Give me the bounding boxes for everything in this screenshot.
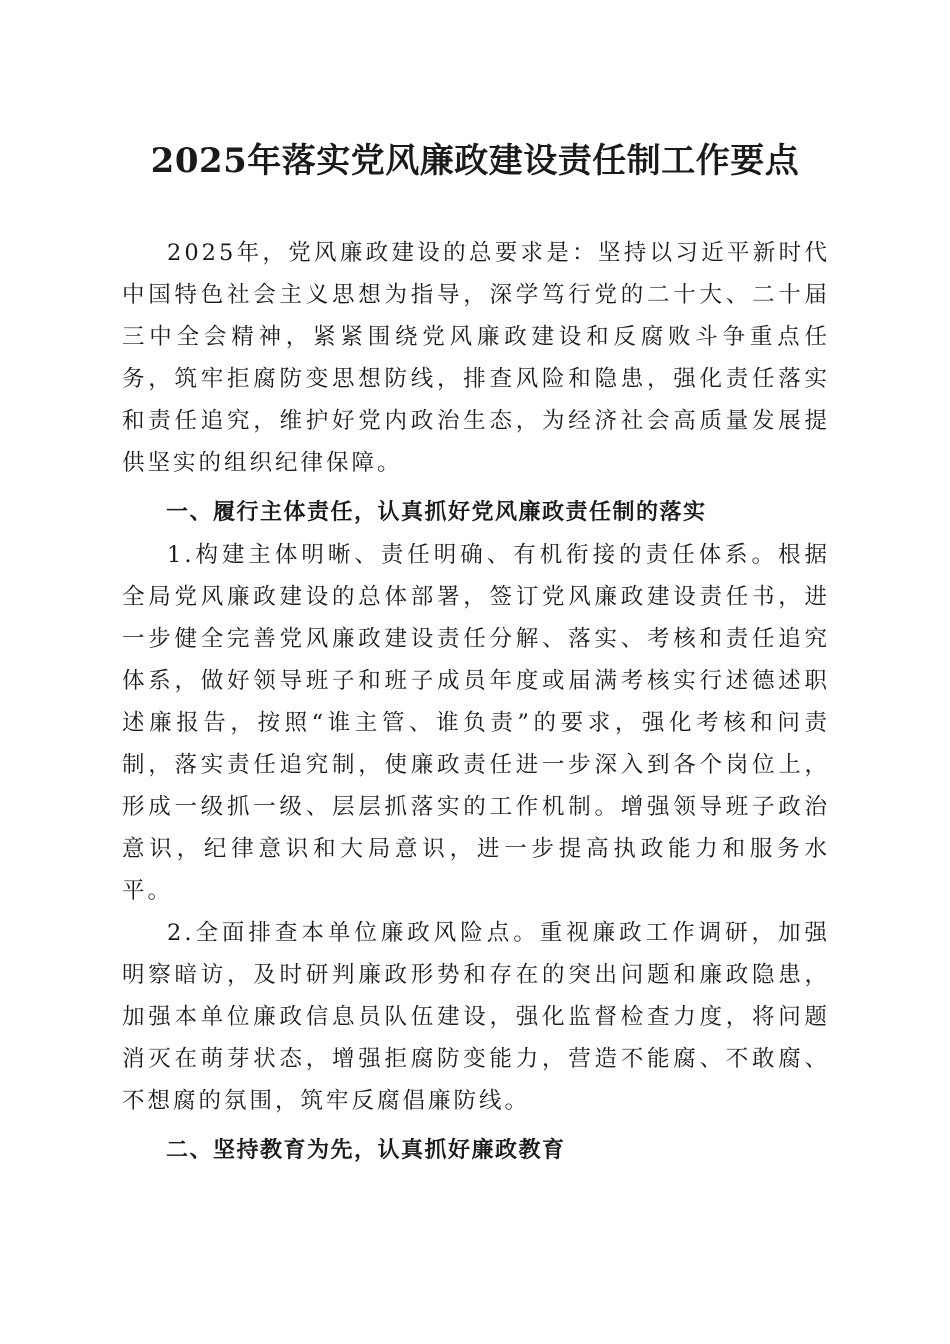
section-1-item-1: 1.构建主体明晰、责任明确、有机衔接的责任体系。根据全局党风廉政建设的总体部署，签订党风廉政建设责任书，进一步健全完善党风廉政建设责任分解、落实、考核和责任追究体系，做好领导班子和班子成员年度或届满考核实行述德述职述廉报告，按照“谁主管、谁负责”的要求，强化考核和问责制，落实责任追究制，使廉政责任进一步深入到各个岗位上，形成一级抓一级、层层抓落实的工作机制。增强领导班子政治意识，纪律意识和大局意识，进一步提高执政能力和服务水平。 bbox=[122, 542, 830, 904]
document-title: 2025年落实党风廉政建设责任制工作要点 bbox=[150, 141, 800, 181]
intro-paragraph: 2025年，党风廉政建设的总要求是：坚持以习近平新时代中国特色社会主义思想为指导，深学笃行党的二十大、二十届三中全会精神，紧紧围绕党风廉政建设和反腐败斗争重点任务，筑牢拒腐防变思想防线，排查风险和隐患，强化责任落实和责任追究，维护好党内政治生态，为经济社会高质量发展提供坚实的组织纪律保障。 bbox=[122, 240, 830, 476]
section-1-item-2: 2.全面排查本单位廉政风险点。重视廉政工作调研，加强明察暗访，及时研判廉政形势和存在的突出问题和廉政隐患，加强本单位廉政信息员队伍建设，强化监督检查力度，将问题消灭在萌芽状态，增强拒腐防变能力，营造不能腐、不敢腐、不想腐的氛围，筑牢反腐倡廉防线。 bbox=[122, 920, 830, 1114]
section-2-heading: 二、坚持教育为先，认真抓好廉政教育 bbox=[166, 1138, 566, 1163]
section-1-heading: 一、履行主体责任，认真抓好党风廉政责任制的落实 bbox=[166, 500, 707, 525]
document-body bbox=[122, 232, 830, 1172]
